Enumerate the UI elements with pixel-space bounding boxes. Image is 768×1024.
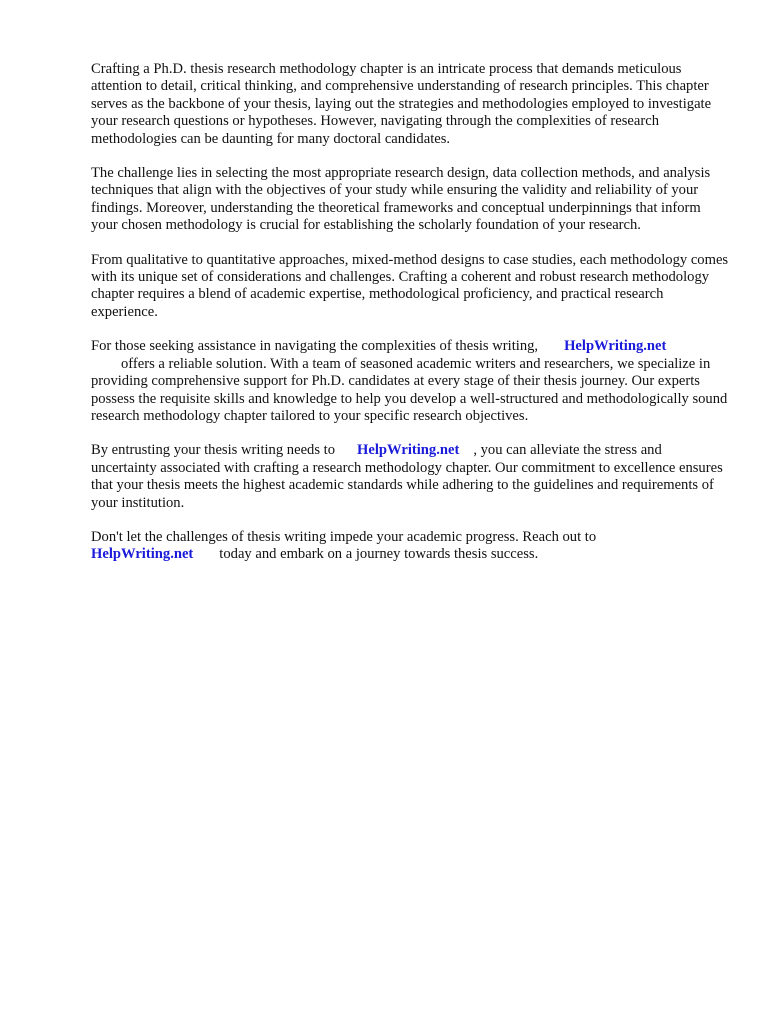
helpwriting-link-3[interactable]: HelpWriting.net bbox=[91, 546, 194, 563]
document-page bbox=[91, 61, 731, 581]
paragraph-challenge: The challenge lies in selecting the most appropriate research design, data collection methods, and analysis techniques that align with the objectives of your study while ensuring the validity and reliability of your findings. Moreover, understanding the theoretical frameworks and conceptual underpinnings that inform your chosen methodology is crucial for establishing the scholarly foundation of your research. bbox=[91, 165, 711, 234]
paragraph-entrusting bbox=[91, 442, 731, 512]
paragraph-intro: Crafting a Ph.D. thesis research methodology chapter is an intricate process that demands meticulous attention to detail, critical thinking, and comprehensive understanding of research principles. This chapter serves as the backbone of your thesis, laying out the strategies and methodologies employed to investigate your research questions or hypotheses. However, navigating through the complexities of research methodologies can be daunting for many doctoral candidates. bbox=[91, 61, 712, 147]
paragraph-assistance bbox=[91, 338, 731, 425]
helpwriting-link-2[interactable]: HelpWriting.net bbox=[357, 442, 460, 459]
paragraph-approaches: From qualitative to quantitative approaches, mixed-method designs to case studies, each methodology comes with its unique set of considerations and challenges. Crafting a coherent and robust research methodology chapter requires a blend of academic expertise, methodological proficiency, and practical research experience. bbox=[91, 251, 729, 320]
paragraph-closing bbox=[91, 529, 731, 564]
paragraph-entrusting-lead: By entrusting your thesis writing needs to bbox=[91, 442, 336, 459]
paragraph-closing-lead: Don't let the challenges of thesis writing impede your academic progress. Reach out to bbox=[91, 528, 597, 545]
paragraph-assistance-lead: For those seeking assistance in navigating the complexities of thesis writing, bbox=[91, 338, 539, 355]
helpwriting-link-1[interactable]: HelpWriting.net bbox=[564, 338, 667, 355]
paragraph-assistance-rest: offers a reliable solution. With a team of seasoned academic writers and researchers, we specialize in providing comprehensive support for Ph.D. candidates at every stage of their thesis journey. Our experts possess the requisite skills and knowledge to help you develop a well-structured and methodologically sound research methodology chapter tailored to your specific research objectives. bbox=[91, 355, 728, 424]
paragraph-closing-rest: today and embark on a journey towards thesis success. bbox=[219, 546, 539, 563]
paragraph-entrusting-rest: , you can alleviate the stress and uncertainty associated with crafting a research methodology chapter. Our commitment to excellence ensures that your thesis meets the highest academic standards while adhering to the guidelines and requirements of your institution. bbox=[91, 442, 723, 511]
